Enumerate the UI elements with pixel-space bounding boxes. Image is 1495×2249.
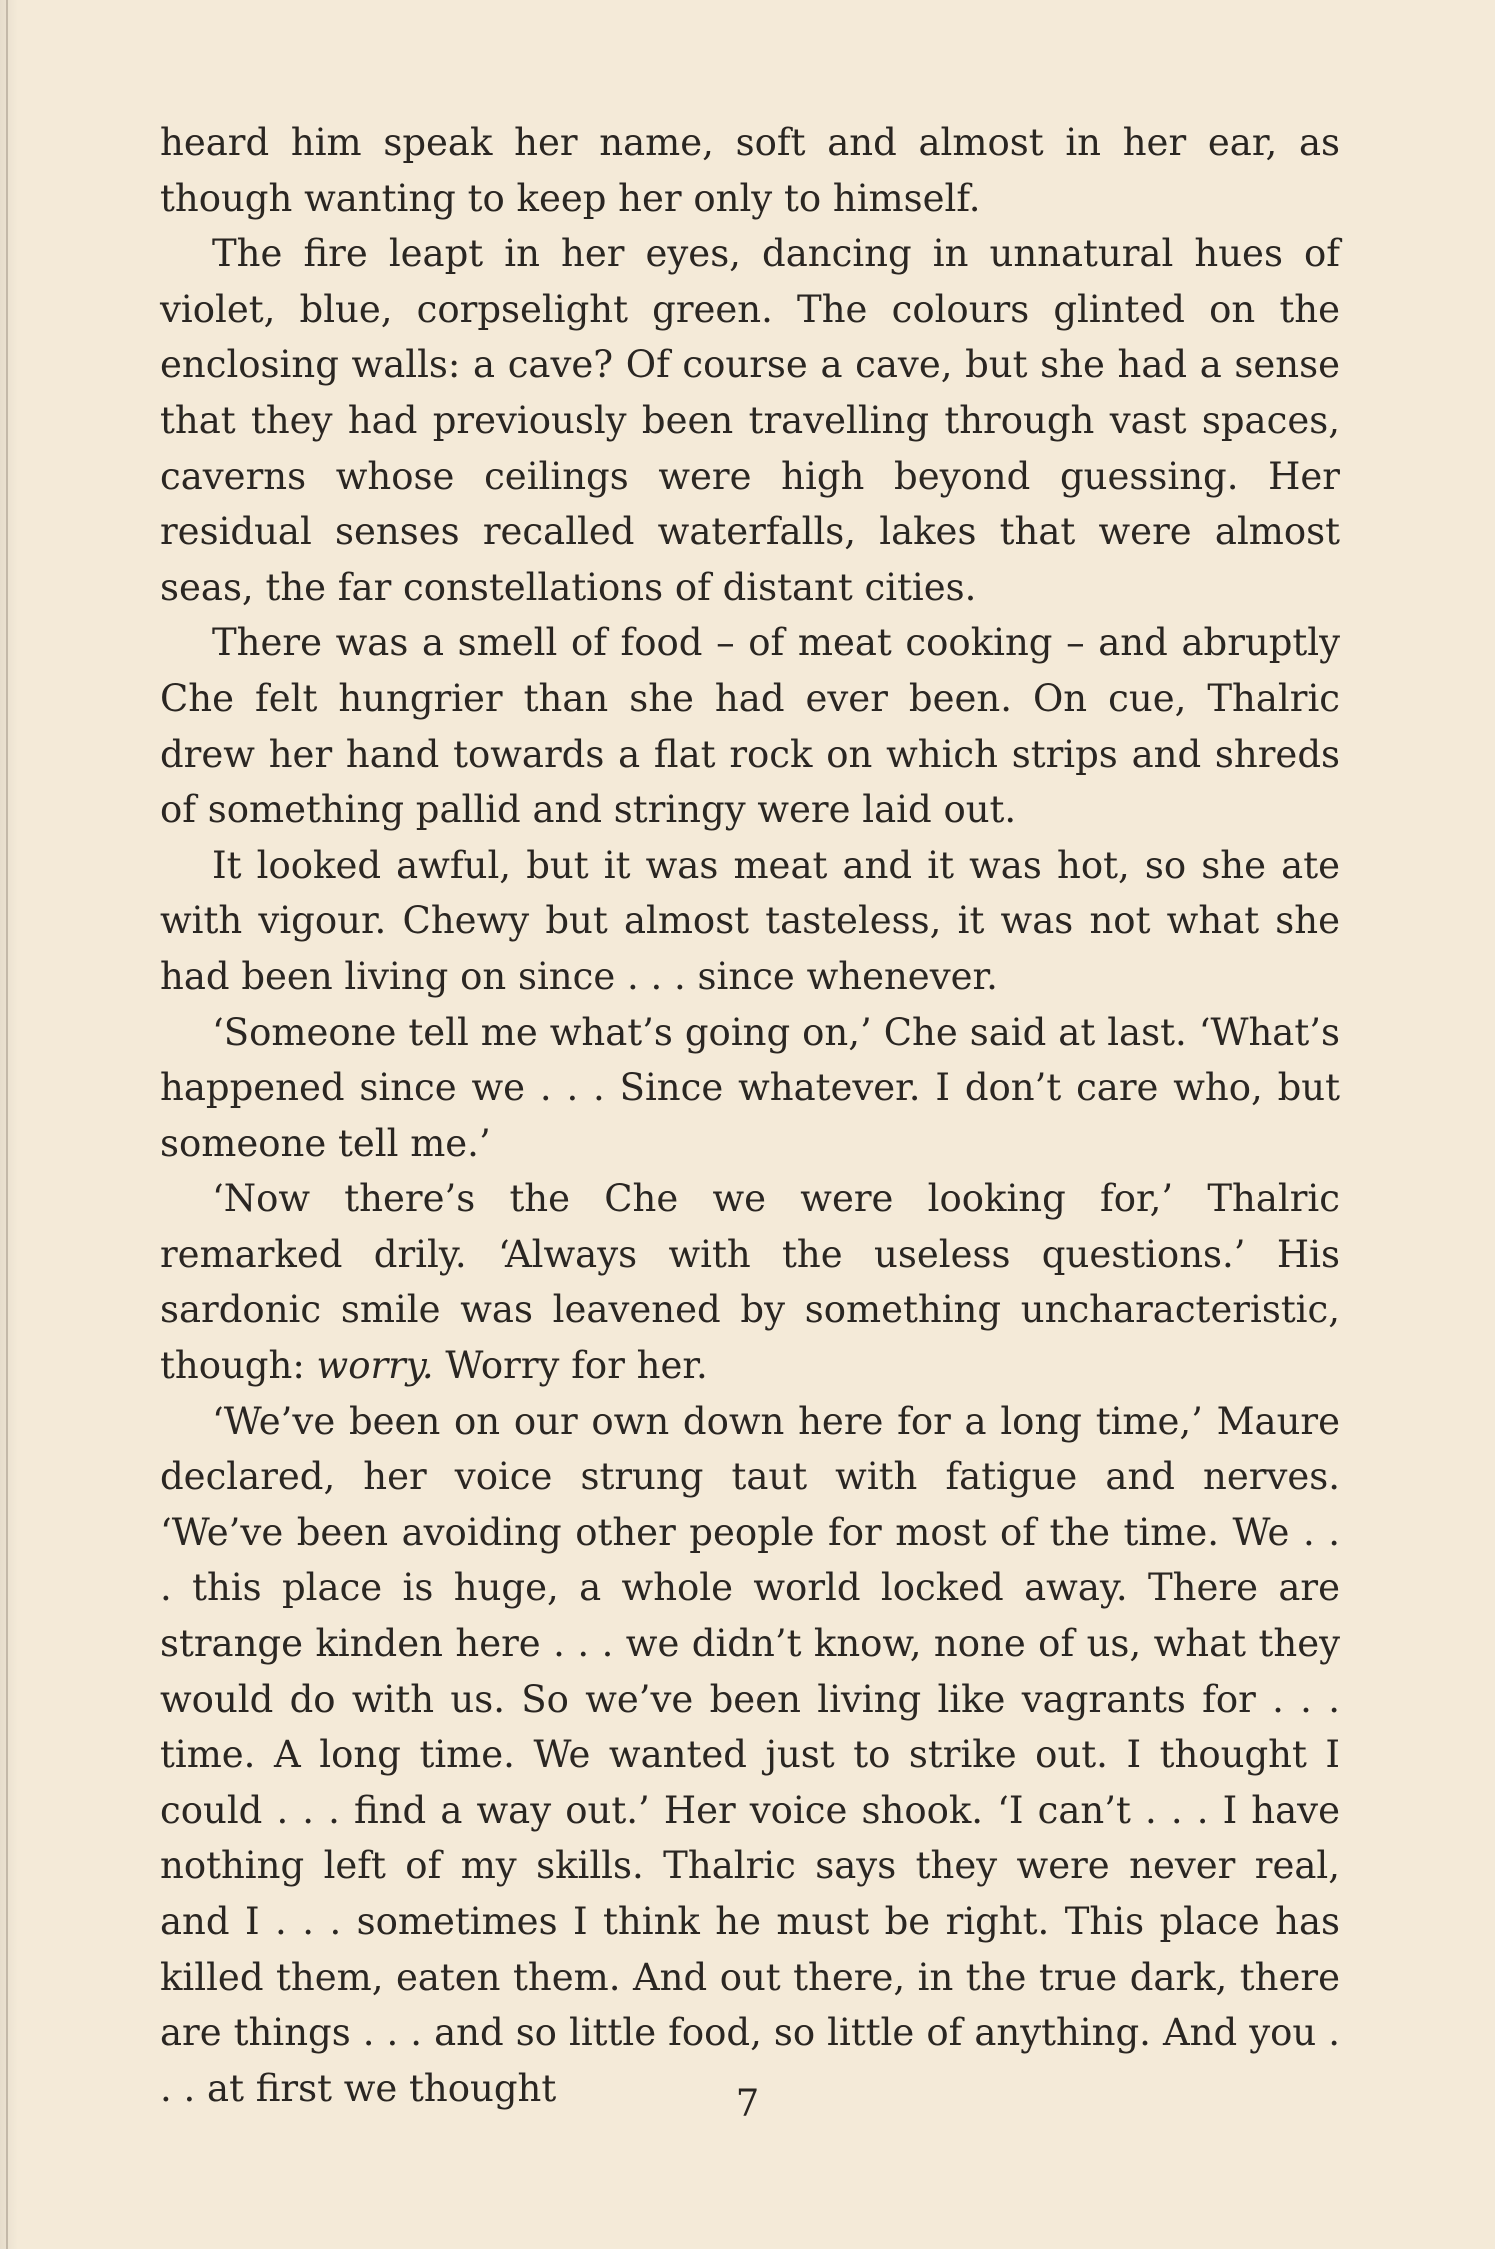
paragraph-4: It looked awful, but it was meat and it was hot, so she ate with vigour. Chewy but almost tasteless, it was not what she had been living on since . . . since whenever.: [160, 843, 1340, 998]
paragraph-6-emphasis: worry.: [316, 1344, 434, 1388]
page-gutter: [6, 0, 8, 2249]
paragraph-6-after: Worry for her.: [433, 1344, 708, 1388]
body-text: [160, 115, 1340, 2116]
paragraph-5: ‘Someone tell me what’s going on,’ Che said at last. ‘What’s happened since we . . . Since whatever. I don’t care who, but someone tell me.’: [160, 1010, 1340, 1165]
paragraph-6: [160, 1171, 1340, 1393]
page-number: 7: [735, 2082, 760, 2125]
paragraph-7: ‘We’ve been on our own down here for a long time,’ Maure declared, her voice strung taut with fatigue and nerves. ‘We’ve been avoiding other people for most of the time. We . . . this place is huge, a whole world locked away. There are strange kinden here . . . we didn’t know, none of us, what they would do with us. So we’ve been living like vagrants for . . . time. A long time. We wanted just to strike out. I thought I could . . . find a way out.’ Her voice shook. ‘I can’t . . . I have nothing left of my skills. Thalric says they were never real, and I . . . sometimes I think he must be right. This place has killed them, eaten them. And out there, in the true dark, there are things . . . and so little food, so little of anything. And you . . . at first we thought: [160, 1399, 1340, 2110]
paragraph-2: The fire leapt in her eyes, dancing in unnatural hues of violet, blue, corpselight green. The colours glinted on the enclosing walls: a cave? Of course a cave, but she had a sense that they had previously been travelling through vast spaces, caverns whose ceilings were high beyond guessing. Her residual senses recalled waterfalls, lakes that were almost seas, the far constellations of distant cities.: [160, 232, 1340, 609]
paragraph-1: heard him speak her name, soft and almost in her ear, as though wanting to keep her only to himself.: [160, 121, 1340, 220]
paragraph-6-before: ‘Now there’s the Che we were looking for,’ Thalric remarked drily. ‘Always with the useless questions.’ His sardonic smile was leavened by something uncharacteristic, though:: [160, 1177, 1340, 1388]
paragraph-3: There was a smell of food – of meat cooking – and abruptly Che felt hungrier than she had ever been. On cue, Thalric drew her hand towards a flat rock on which strips and shreds of something pallid and stringy were laid out.: [160, 621, 1340, 832]
